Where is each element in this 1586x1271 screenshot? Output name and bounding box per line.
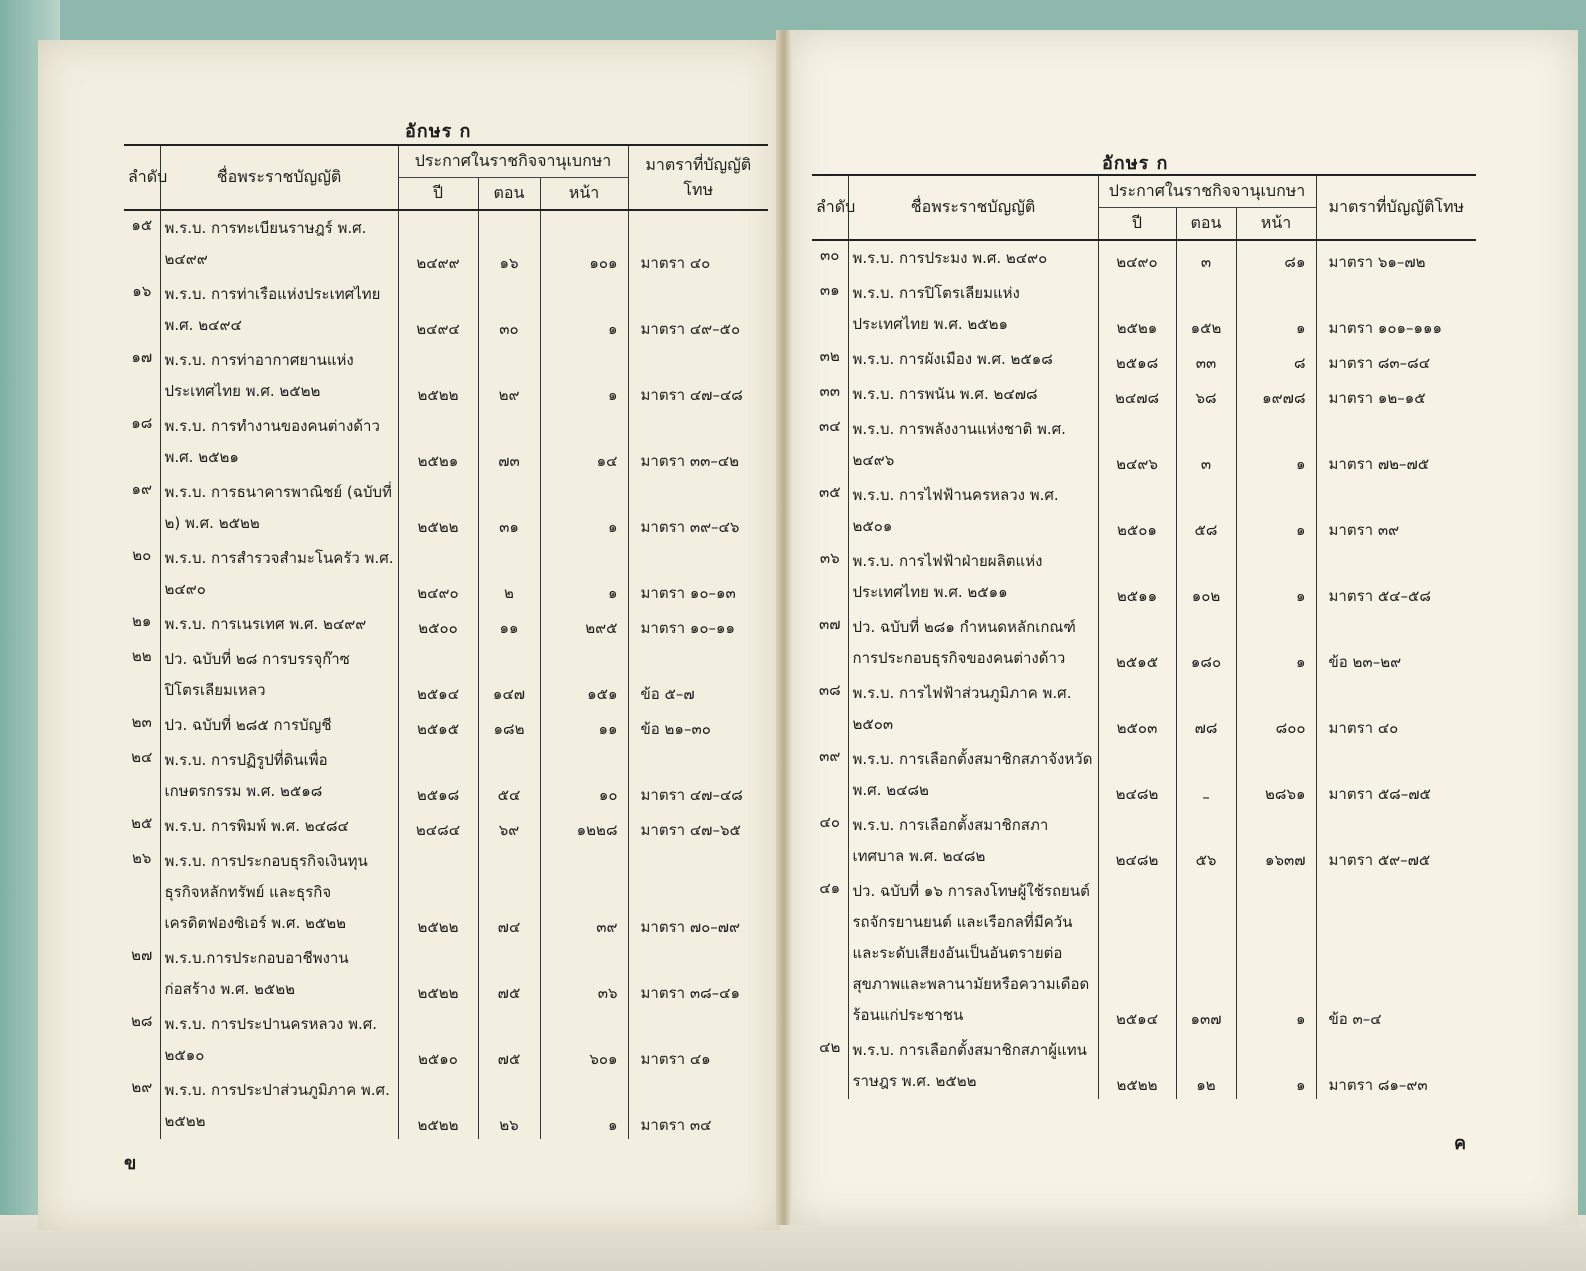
header-page: หน้า [1236, 208, 1316, 241]
cell-year: ๒๔๘๒ [1098, 742, 1176, 808]
table-row [124, 475, 768, 541]
cell-year: ๒๕๒๒ [398, 475, 478, 541]
cell-section: มาตรา ๘๓–๘๔ [1316, 342, 1476, 377]
cell-no: ๑๙ [131, 480, 152, 498]
cell-page: ๑ [1236, 544, 1316, 610]
cell-year: ๒๕๑๘ [398, 743, 478, 809]
cell-name: พ.ร.บ. การเนรเทศ พ.ศ. ๒๔๙๙ [160, 607, 398, 642]
cell-issue: ๗๓ [478, 409, 540, 475]
table-row [124, 642, 768, 708]
cell-page: ๑ [1236, 412, 1316, 478]
cell-year: ๒๕๐๑ [1098, 478, 1176, 544]
cell-section: มาตรา ๘๑–๙๓ [1316, 1033, 1476, 1099]
cell-name: พ.ร.บ. การพลังงานแห่งชาติ พ.ศ. ๒๔๙๖ [848, 412, 1098, 478]
cell-no: ๒๙ [131, 1078, 153, 1096]
cell-page: ๑๐๑ [540, 210, 628, 277]
cell-section: มาตรา ๔๙–๕๐ [628, 277, 768, 343]
cell-no: ๑๗ [131, 348, 153, 366]
cell-issue: – [1176, 742, 1236, 808]
cell-section: มาตรา ๓๙ [1316, 478, 1476, 544]
header-page: หน้า [540, 178, 628, 211]
left-page-heading: อักษร ก [405, 121, 472, 142]
cell-issue: ๑๔๗ [478, 642, 540, 708]
cell-section: มาตรา ๑๐๑–๑๑๑ [1316, 276, 1476, 342]
cell-name: พ.ร.บ. การประปานครหลวง พ.ศ. ๒๕๑๐ [160, 1007, 398, 1073]
cell-no: ๒๐ [132, 546, 152, 564]
table-row [124, 844, 768, 941]
table-row [812, 478, 1476, 544]
table-row [124, 809, 768, 844]
cell-year: ๒๔๙๙ [398, 210, 478, 277]
cell-page: ๘๑ [1236, 240, 1316, 276]
cell-no: ๒๒ [131, 647, 152, 665]
header-no: ลำดับ [124, 145, 160, 210]
cell-no: ๓๗ [818, 615, 841, 633]
cell-page: ๑ [540, 475, 628, 541]
cell-page: ๖๐๑ [540, 1007, 628, 1073]
right-table-wrap [812, 174, 1476, 1099]
left-table-wrap [124, 144, 768, 1139]
cell-no: ๓๐ [820, 246, 840, 264]
header-section: มาตราที่บัญญัติโทษ [1316, 175, 1476, 240]
cell-no: ๒๗ [131, 946, 153, 964]
header-gazette: ประกาศในราชกิจจานุเบกษา [398, 145, 628, 178]
cell-no: ๒๓ [131, 713, 152, 731]
cell-issue: ๒๖ [478, 1073, 540, 1139]
table-row [124, 343, 768, 409]
table-row [812, 676, 1476, 742]
cell-page: ๘๐๐ [1236, 676, 1316, 742]
table-row [124, 277, 768, 343]
cell-year: ๒๕๒๑ [398, 409, 478, 475]
cell-section: มาตรา ๔๗–๖๕ [628, 809, 768, 844]
cell-year: ๒๕๒๒ [398, 844, 478, 941]
right-page-heading: อักษร ก [1102, 153, 1169, 174]
cell-issue: ๒๙ [478, 343, 540, 409]
cell-page: ๑๐ [540, 743, 628, 809]
table-row [812, 240, 1476, 276]
cell-year: ๒๕๒๒ [398, 343, 478, 409]
left-statute-table [124, 144, 768, 1139]
cell-issue: ๕๖ [1176, 808, 1236, 874]
cell-issue: ๖๘ [1176, 377, 1236, 412]
table-row [812, 1033, 1476, 1099]
cell-name: พ.ร.บ. การประมง พ.ศ. ๒๔๙๐ [848, 240, 1098, 276]
cell-year: ๒๕๒๒ [398, 941, 478, 1007]
left-page-number: ข [124, 1153, 137, 1174]
cell-issue: ๗๕ [478, 1007, 540, 1073]
cell-section: มาตรา ๔๐ [1316, 676, 1476, 742]
cell-name: พ.ร.บ. การไฟฟ้านครหลวง พ.ศ. ๒๕๐๑ [848, 478, 1098, 544]
cell-page: ๑๒๒๘ [540, 809, 628, 844]
table-row [124, 708, 768, 743]
cell-section: มาตรา ๕๔–๕๘ [1316, 544, 1476, 610]
cell-page: ๓๖ [540, 941, 628, 1007]
cell-section: มาตรา ๕๘–๗๕ [1316, 742, 1476, 808]
cell-year: ๒๕๑๑ [1098, 544, 1176, 610]
cell-no: ๒๑ [132, 612, 152, 630]
cell-issue: ๓๐ [478, 277, 540, 343]
cell-no: ๔๒ [819, 1038, 841, 1056]
cell-year: ๒๔๘๒ [1098, 808, 1176, 874]
cell-issue: ๒ [478, 541, 540, 607]
table-row [812, 276, 1476, 342]
cell-issue: ๗๕ [478, 941, 540, 1007]
cell-year: ๒๔๙๐ [1098, 240, 1176, 276]
table-row [812, 342, 1476, 377]
cell-name: พ.ร.บ. การธนาคารพาณิชย์ (ฉบับที่ ๒) พ.ศ. ๒๕๒๒ [160, 475, 398, 541]
cell-page: ๑๕๑ [540, 642, 628, 708]
book-gutter [776, 30, 792, 1225]
cell-page: ๑ [1236, 276, 1316, 342]
cell-no: ๒๔ [131, 748, 153, 766]
cell-no: ๓๒ [819, 347, 840, 365]
cell-page: ๑ [540, 541, 628, 607]
cell-name: พ.ร.บ. การสำรวจสำมะโนครัว พ.ศ. ๒๔๙๐ [160, 541, 398, 607]
cell-year: ๒๔๘๔ [398, 809, 478, 844]
cell-issue: ๑๘๒ [478, 708, 540, 743]
table-row [812, 808, 1476, 874]
table-row [812, 377, 1476, 412]
cell-year: ๒๕๒๑ [1098, 276, 1176, 342]
cell-no: ๔๑ [819, 879, 841, 897]
cell-year: ๒๕๑๔ [398, 642, 478, 708]
cell-page: ๑๖๓๗ [1236, 808, 1316, 874]
table-row [812, 742, 1476, 808]
cell-year: ๒๕๑๐ [398, 1007, 478, 1073]
cell-issue: ๕๘ [1176, 478, 1236, 544]
left-table-body [124, 210, 768, 1139]
cell-no: ๑๖ [132, 282, 152, 300]
header-no: ลำดับ [812, 175, 848, 240]
cell-section: มาตรา ๑๐–๑๑ [628, 607, 768, 642]
cell-no: ๓๕ [818, 483, 841, 501]
cell-page: ๒๘๖๑ [1236, 742, 1316, 808]
cell-no: ๑๕ [131, 216, 153, 234]
cell-page: ๑๙๗๘ [1236, 377, 1316, 412]
cell-no: ๔๐ [819, 813, 840, 831]
table-row [812, 610, 1476, 676]
header-name: ชื่อพระราชบัญญัติ [848, 175, 1098, 240]
cell-name: พ.ร.บ.การประกอบอาชีพงานก่อสร้าง พ.ศ. ๒๕๒๒ [160, 941, 398, 1007]
cell-issue: ๑๓๗ [1176, 874, 1236, 1033]
cell-section: มาตรา ๖๑–๗๒ [1316, 240, 1476, 276]
cell-year: ๒๕๑๕ [1098, 610, 1176, 676]
cell-name: พ.ร.บ. การเลือกตั้งสมาชิกสภาผู้แทนราษฎร พ.ศ. ๒๕๒๒ [848, 1033, 1098, 1099]
cell-name: พ.ร.บ. การประปาส่วนภูมิภาค พ.ศ. ๒๕๒๒ [160, 1073, 398, 1139]
cell-name: พ.ร.บ. การท่าเรือแห่งประเทศไทย พ.ศ. ๒๔๙๔ [160, 277, 398, 343]
cell-name: พ.ร.บ. การเลือกตั้งสมาชิกสภาเทศบาล พ.ศ. ๒๔๘๒ [848, 808, 1098, 874]
cell-issue: ๖๙ [478, 809, 540, 844]
table-row [812, 412, 1476, 478]
cell-section: มาตรา ๓๘–๔๑ [628, 941, 768, 1007]
cell-name: พ.ร.บ. การประกอบธุรกิจเงินทุน ธุรกิจหลักทรัพย์ และธุรกิจเครดิตฟองซิเอร์ พ.ศ. ๒๕๒๒ [160, 844, 398, 941]
cell-no: ๓๙ [819, 747, 841, 765]
cell-name: พ.ร.บ. การปิโตรเลียมแห่งประเทศไทย พ.ศ. ๒๕๒๑ [848, 276, 1098, 342]
cell-page: ๑ [1236, 478, 1316, 544]
cell-issue: ๑๑ [478, 607, 540, 642]
cell-name: ปว. ฉบับที่ ๑๖ การลงโทษผู้ใช้รถยนต์ รถจักรยานยนต์ และเรือกลที่มีควันและระดับเสียงอันเป็นอันตรายต่อสุขภาพและพลานามัยหรือความเดือดร้อนแก่ประชาชน [848, 874, 1098, 1033]
cell-section: มาตรา ๔๗–๔๘ [628, 743, 768, 809]
header-name: ชื่อพระราชบัญญัติ [160, 145, 398, 210]
cell-page: ๓๙ [540, 844, 628, 941]
cell-name: พ.ร.บ. การไฟฟ้าฝ่ายผลิตแห่งประเทศไทย พ.ศ. ๒๕๑๑ [848, 544, 1098, 610]
header-year: ปี [1098, 208, 1176, 241]
cell-issue: ๕๔ [478, 743, 540, 809]
cell-name: พ.ร.บ. การปฏิรูปที่ดินเพื่อเกษตรกรรม พ.ศ. ๒๕๑๘ [160, 743, 398, 809]
cell-issue: ๑๕๒ [1176, 276, 1236, 342]
cell-issue: ๓ [1176, 412, 1236, 478]
cell-no: ๓๔ [818, 417, 841, 435]
cell-page: ๑ [540, 343, 628, 409]
cell-issue: ๑๘๐ [1176, 610, 1236, 676]
cell-name: พ.ร.บ. การทะเบียนราษฎร์ พ.ศ. ๒๔๙๙ [160, 210, 398, 277]
header-gazette: ประกาศในราชกิจจานุเบกษา [1098, 175, 1316, 208]
cell-year: ๒๔๙๐ [398, 541, 478, 607]
cell-no: ๓๓ [819, 382, 840, 400]
cell-page: ๑ [1236, 1033, 1316, 1099]
cell-name: ปว. ฉบับที่ ๒๘ การบรรจุก๊าซปิโตรเลียมเหลว [160, 642, 398, 708]
right-statute-table [812, 174, 1476, 1099]
cell-section: ข้อ ๒๓–๒๙ [1316, 610, 1476, 676]
cell-year: ๒๕๑๕ [398, 708, 478, 743]
cell-year: ๒๔๗๘ [1098, 377, 1176, 412]
cell-name: ปว. ฉบับที่ ๒๘๕ การบัญชี [160, 708, 398, 743]
table-row [124, 1007, 768, 1073]
table-row [124, 941, 768, 1007]
cell-page: ๑ [1236, 874, 1316, 1033]
table-row [124, 210, 768, 277]
cell-year: ๒๕๒๒ [398, 1073, 478, 1139]
cell-section: มาตรา ๔๐ [628, 210, 768, 277]
cell-page: ๑ [1236, 610, 1316, 676]
cell-issue: ๓ [1176, 240, 1236, 276]
table-row [124, 541, 768, 607]
cell-issue: ๗๘ [1176, 676, 1236, 742]
header-section: มาตราที่บัญญัติโทษ [628, 145, 768, 210]
table-row [812, 544, 1476, 610]
header-issue: ตอน [478, 178, 540, 211]
right-page-number: ค [1454, 1133, 1467, 1154]
cell-year: ๒๕๐๐ [398, 607, 478, 642]
cell-section: มาตรา ๕๙–๗๕ [1316, 808, 1476, 874]
cell-no: ๓๘ [818, 681, 841, 699]
cell-section: ข้อ ๓–๔ [1316, 874, 1476, 1033]
table-row [124, 607, 768, 642]
cell-no: ๓๖ [819, 549, 840, 567]
cell-no: ๒๘ [131, 1012, 153, 1030]
cell-section: มาตรา ๓๙–๔๖ [628, 475, 768, 541]
cell-section: มาตรา ๑๐–๑๓ [628, 541, 768, 607]
cell-no: ๒๕ [131, 814, 153, 832]
cell-page: ๑๔ [540, 409, 628, 475]
cell-issue: ๑๖ [478, 210, 540, 277]
cell-section: มาตรา ๗๒–๗๕ [1316, 412, 1476, 478]
cell-year: ๒๕๑๔ [1098, 874, 1176, 1033]
cell-section: มาตรา ๑๒–๑๕ [1316, 377, 1476, 412]
table-row [812, 874, 1476, 1033]
right-table-body [812, 240, 1476, 1099]
table-row [124, 743, 768, 809]
cell-section: ข้อ ๒๑–๓๐ [628, 708, 768, 743]
cell-section: มาตรา ๔๑ [628, 1007, 768, 1073]
table-row [124, 1073, 768, 1139]
cell-page: ๑๑ [540, 708, 628, 743]
cell-name: พ.ร.บ. การท่าอากาศยานแห่งประเทศไทย พ.ศ. ๒๕๒๒ [160, 343, 398, 409]
cell-no: ๓๑ [819, 281, 840, 299]
cell-name: พ.ร.บ. การทำงานของคนต่างด้าว พ.ศ. ๒๕๒๑ [160, 409, 398, 475]
cell-name: ปว. ฉบับที่ ๒๘๑ กำหนดหลักเกณฑ์การประกอบธุรกิจของคนต่างด้าว [848, 610, 1098, 676]
cell-section: มาตรา ๗๐–๗๙ [628, 844, 768, 941]
cell-year: ๒๔๙๖ [1098, 412, 1176, 478]
cell-year: ๒๕๐๓ [1098, 676, 1176, 742]
table-row [124, 409, 768, 475]
cell-year: ๒๕๑๘ [1098, 342, 1176, 377]
cell-name: พ.ร.บ. การเลือกตั้งสมาชิกสภาจังหวัด พ.ศ. ๒๔๘๒ [848, 742, 1098, 808]
cell-no: ๑๘ [131, 414, 153, 432]
cell-name: พ.ร.บ. การไฟฟ้าส่วนภูมิภาค พ.ศ. ๒๕๐๓ [848, 676, 1098, 742]
header-year: ปี [398, 178, 478, 211]
cell-page: ๑ [540, 1073, 628, 1139]
cell-section: มาตรา ๔๗–๔๘ [628, 343, 768, 409]
header-issue: ตอน [1176, 208, 1236, 241]
cell-year: ๒๔๙๔ [398, 277, 478, 343]
cell-page: ๘ [1236, 342, 1316, 377]
cell-section: มาตรา ๓๔ [628, 1073, 768, 1139]
cell-section: ข้อ ๕–๗ [628, 642, 768, 708]
cell-issue: ๓๑ [478, 475, 540, 541]
cell-year: ๒๕๒๒ [1098, 1033, 1176, 1099]
cell-issue: ๗๔ [478, 844, 540, 941]
cell-issue: ๑๐๒ [1176, 544, 1236, 610]
cell-name: พ.ร.บ. การพนัน พ.ศ. ๒๔๗๘ [848, 377, 1098, 412]
cell-no: ๒๖ [132, 849, 152, 867]
cell-section: มาตรา ๓๓–๔๒ [628, 409, 768, 475]
cell-name: พ.ร.บ. การพิมพ์ พ.ศ. ๒๔๘๔ [160, 809, 398, 844]
cell-issue: ๓๓ [1176, 342, 1236, 377]
cell-name: พ.ร.บ. การผังเมือง พ.ศ. ๒๕๑๘ [848, 342, 1098, 377]
cell-page: ๑ [540, 277, 628, 343]
cell-page: ๒๙๕ [540, 607, 628, 642]
cell-issue: ๑๒ [1176, 1033, 1236, 1099]
